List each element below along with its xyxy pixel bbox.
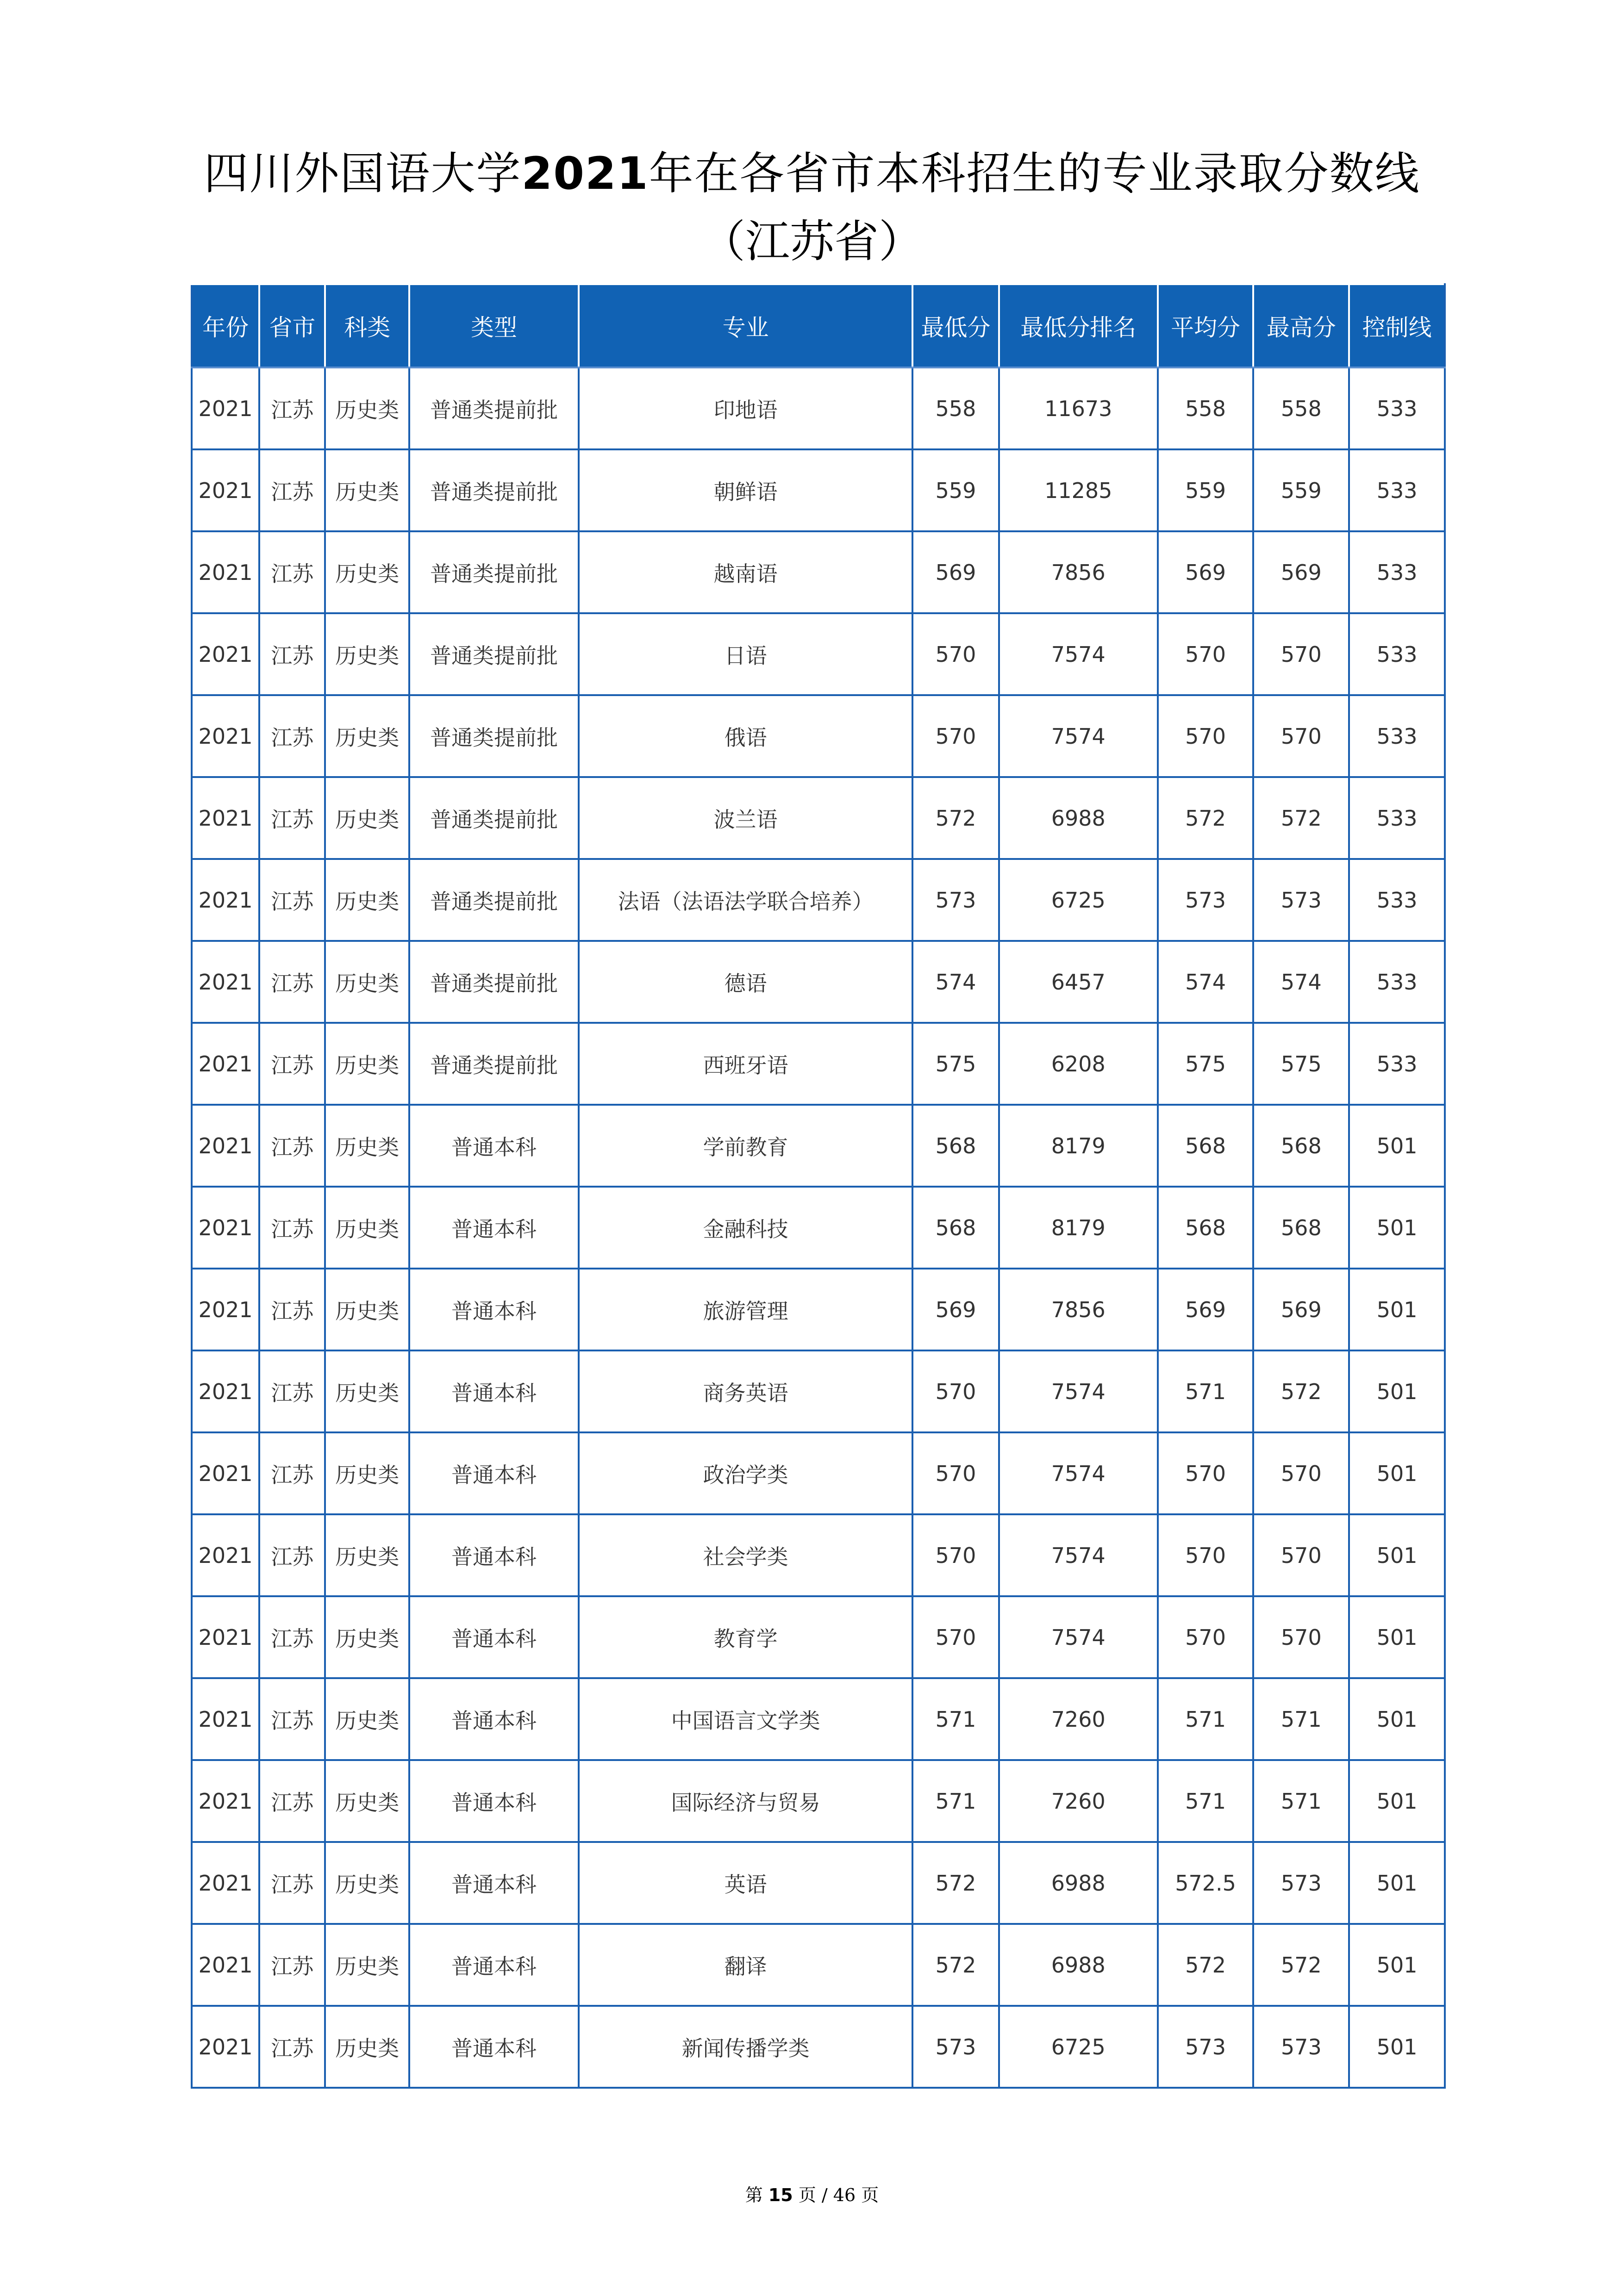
cell-subject: 历史类 [325,1924,409,2006]
table-row [192,2006,1445,2088]
cell-province: 江苏 [259,1760,325,1842]
cell-max-score: 572 [1253,777,1349,859]
cell-control-line: 501 [1349,1678,1445,1760]
column-header-avg-score: 平均分 [1158,284,1254,367]
cell-avg-score: 572 [1158,777,1254,859]
cell-batch-type: 普通本科 [409,1187,579,1269]
table-row [192,1924,1445,2006]
cell-min-score: 568 [912,1105,999,1187]
cell-batch-type: 普通类提前批 [409,859,579,941]
column-header-year: 年份 [192,284,259,367]
cell-avg-score: 558 [1158,367,1254,449]
cell-control-line: 533 [1349,941,1445,1023]
cell-control-line: 533 [1349,777,1445,859]
cell-control-line: 533 [1349,859,1445,941]
cell-control-line: 501 [1349,1760,1445,1842]
cell-control-line: 501 [1349,1924,1445,2006]
table-row [192,449,1445,531]
cell-subject: 历史类 [325,1514,409,1596]
cell-batch-type: 普通类提前批 [409,367,579,449]
table-row [192,859,1445,941]
cell-major: 越南语 [579,531,912,613]
cell-min-rank: 7856 [999,531,1158,613]
cell-major: 国际经济与贸易 [579,1760,912,1842]
cell-province: 江苏 [259,1596,325,1678]
cell-subject: 历史类 [325,1760,409,1842]
cell-min-score: 575 [912,1023,999,1105]
cell-avg-score: 573 [1158,859,1254,941]
cell-year: 2021 [192,449,259,531]
cell-batch-type: 普通本科 [409,1514,579,1596]
table-row [192,1023,1445,1105]
cell-province: 江苏 [259,613,325,695]
cell-min-rank: 8179 [999,1105,1158,1187]
cell-min-score: 559 [912,449,999,531]
cell-subject: 历史类 [325,1269,409,1350]
cell-max-score: 570 [1253,695,1349,777]
cell-control-line: 501 [1349,1350,1445,1432]
cell-min-rank: 7574 [999,1596,1158,1678]
table-row [192,1760,1445,1842]
cell-subject: 历史类 [325,1350,409,1432]
cell-max-score: 571 [1253,1678,1349,1760]
cell-min-score: 571 [912,1678,999,1760]
cell-province: 江苏 [259,1187,325,1269]
table-row [192,1350,1445,1432]
title-prefix: 四川外国语大学 [204,148,522,199]
cell-batch-type: 普通类提前批 [409,449,579,531]
cell-min-rank: 8179 [999,1187,1158,1269]
cell-min-score: 570 [912,1596,999,1678]
cell-control-line: 501 [1349,1596,1445,1678]
cell-major: 德语 [579,941,912,1023]
cell-avg-score: 572 [1158,1924,1254,2006]
cell-control-line: 533 [1349,1023,1445,1105]
cell-avg-score: 574 [1158,941,1254,1023]
cell-major: 西班牙语 [579,1023,912,1105]
cell-min-rank: 6725 [999,2006,1158,2088]
table-row [192,1187,1445,1269]
cell-province: 江苏 [259,1678,325,1760]
cell-year: 2021 [192,1760,259,1842]
cell-avg-score: 569 [1158,1269,1254,1350]
cell-year: 2021 [192,1678,259,1760]
cell-min-rank: 6457 [999,941,1158,1023]
cell-min-rank: 6208 [999,1023,1158,1105]
table-row [192,531,1445,613]
cell-province: 江苏 [259,1269,325,1350]
cell-avg-score: 570 [1158,613,1254,695]
cell-year: 2021 [192,695,259,777]
cell-year: 2021 [192,1432,259,1514]
total-pages: 46 [833,2185,856,2205]
cell-major: 政治学类 [579,1432,912,1514]
cell-year: 2021 [192,1187,259,1269]
table-row [192,1678,1445,1760]
cell-min-score: 570 [912,1432,999,1514]
cell-batch-type: 普通类提前批 [409,777,579,859]
cell-max-score: 570 [1253,1432,1349,1514]
cell-min-rank: 7574 [999,695,1158,777]
cell-avg-score: 572.5 [1158,1842,1254,1924]
cell-province: 江苏 [259,941,325,1023]
table-row [192,695,1445,777]
cell-min-score: 572 [912,1924,999,2006]
cell-max-score: 573 [1253,2006,1349,2088]
cell-min-rank: 7574 [999,1350,1158,1432]
cell-min-score: 573 [912,2006,999,2088]
table-body [192,367,1445,2088]
cell-major: 教育学 [579,1596,912,1678]
cell-batch-type: 普通本科 [409,1350,579,1432]
cell-max-score: 568 [1253,1187,1349,1269]
cell-major: 英语 [579,1842,912,1924]
cell-subject: 历史类 [325,1842,409,1924]
cell-avg-score: 571 [1158,1760,1254,1842]
cell-avg-score: 571 [1158,1678,1254,1760]
cell-min-score: 570 [912,613,999,695]
cell-batch-type: 普通类提前批 [409,531,579,613]
cell-batch-type: 普通本科 [409,1596,579,1678]
cell-province: 江苏 [259,1924,325,2006]
cell-min-rank: 7260 [999,1760,1158,1842]
cell-avg-score: 570 [1158,695,1254,777]
table-row [192,367,1445,449]
table-row [192,1842,1445,1924]
page-title [0,146,1624,201]
cell-min-score: 573 [912,859,999,941]
cell-avg-score: 559 [1158,449,1254,531]
cell-min-rank: 7260 [999,1678,1158,1760]
table-row [192,777,1445,859]
cell-min-rank: 6988 [999,1924,1158,2006]
cell-major: 金融科技 [579,1187,912,1269]
cell-major: 社会学类 [579,1514,912,1596]
cell-province: 江苏 [259,1023,325,1105]
title-year: 2021 [521,148,649,199]
cell-subject: 历史类 [325,695,409,777]
cell-year: 2021 [192,1269,259,1350]
column-header-subject: 科类 [325,284,409,367]
cell-avg-score: 570 [1158,1514,1254,1596]
cell-year: 2021 [192,367,259,449]
cell-province: 江苏 [259,531,325,613]
cell-min-rank: 6725 [999,859,1158,941]
current-page: 15 [768,2185,793,2205]
column-header-min-score: 最低分 [912,284,999,367]
cell-year: 2021 [192,1023,259,1105]
cell-batch-type: 普通本科 [409,1432,579,1514]
cell-major: 新闻传播学类 [579,2006,912,2088]
cell-year: 2021 [192,941,259,1023]
cell-subject: 历史类 [325,2006,409,2088]
cell-min-score: 571 [912,1760,999,1842]
score-table [191,283,1446,2089]
cell-min-rank: 11673 [999,367,1158,449]
table-header-row [192,284,1445,367]
cell-batch-type: 普通本科 [409,1269,579,1350]
cell-control-line: 533 [1349,531,1445,613]
cell-batch-type: 普通本科 [409,2006,579,2088]
cell-province: 江苏 [259,367,325,449]
cell-batch-type: 普通本科 [409,1842,579,1924]
page-prefix: 第 [745,2185,763,2205]
table-row [192,613,1445,695]
cell-min-score: 570 [912,695,999,777]
cell-batch-type: 普通本科 [409,1924,579,2006]
cell-batch-type: 普通类提前批 [409,613,579,695]
cell-avg-score: 568 [1158,1187,1254,1269]
cell-subject: 历史类 [325,941,409,1023]
cell-control-line: 501 [1349,1432,1445,1514]
cell-subject: 历史类 [325,1105,409,1187]
cell-max-score: 575 [1253,1023,1349,1105]
cell-control-line: 533 [1349,367,1445,449]
cell-subject: 历史类 [325,1596,409,1678]
cell-year: 2021 [192,1350,259,1432]
cell-avg-score: 571 [1158,1350,1254,1432]
page-footer [0,2181,1624,2206]
cell-min-score: 568 [912,1187,999,1269]
cell-control-line: 533 [1349,613,1445,695]
cell-year: 2021 [192,2006,259,2088]
column-header-batch-type: 类型 [409,284,579,367]
cell-control-line: 501 [1349,2006,1445,2088]
cell-min-score: 569 [912,1269,999,1350]
column-header-min-rank: 最低分排名 [999,284,1158,367]
cell-province: 江苏 [259,2006,325,2088]
cell-batch-type: 普通本科 [409,1760,579,1842]
cell-control-line: 533 [1349,695,1445,777]
cell-subject: 历史类 [325,777,409,859]
cell-max-score: 568 [1253,1105,1349,1187]
page-mid: 页 / [798,2185,828,2205]
cell-avg-score: 568 [1158,1105,1254,1187]
cell-min-rank: 7574 [999,1432,1158,1514]
cell-control-line: 501 [1349,1105,1445,1187]
cell-batch-type: 普通本科 [409,1678,579,1760]
cell-province: 江苏 [259,1842,325,1924]
cell-subject: 历史类 [325,859,409,941]
cell-year: 2021 [192,859,259,941]
cell-min-rank: 6988 [999,1842,1158,1924]
cell-province: 江苏 [259,695,325,777]
table-row [192,1105,1445,1187]
cell-year: 2021 [192,1842,259,1924]
cell-min-score: 570 [912,1514,999,1596]
cell-control-line: 501 [1349,1514,1445,1596]
cell-major: 法语（法语法学联合培养） [579,859,912,941]
cell-province: 江苏 [259,859,325,941]
cell-subject: 历史类 [325,531,409,613]
page-suffix: 页 [861,2185,879,2205]
cell-max-score: 573 [1253,1842,1349,1924]
cell-year: 2021 [192,1514,259,1596]
cell-max-score: 572 [1253,1350,1349,1432]
cell-avg-score: 569 [1158,531,1254,613]
cell-major: 波兰语 [579,777,912,859]
cell-min-score: 574 [912,941,999,1023]
cell-year: 2021 [192,1924,259,2006]
cell-control-line: 501 [1349,1842,1445,1924]
cell-min-score: 572 [912,1842,999,1924]
cell-subject: 历史类 [325,1678,409,1760]
cell-province: 江苏 [259,777,325,859]
cell-major: 朝鲜语 [579,449,912,531]
cell-max-score: 569 [1253,531,1349,613]
cell-min-score: 572 [912,777,999,859]
cell-avg-score: 570 [1158,1596,1254,1678]
cell-year: 2021 [192,1596,259,1678]
cell-min-rank: 6988 [999,777,1158,859]
cell-max-score: 559 [1253,449,1349,531]
cell-avg-score: 570 [1158,1432,1254,1514]
table-row [192,1269,1445,1350]
page-subtitle: （江苏省） [701,216,923,268]
cell-control-line: 533 [1349,449,1445,531]
cell-major: 商务英语 [579,1350,912,1432]
cell-year: 2021 [192,531,259,613]
cell-min-rank: 7574 [999,1514,1158,1596]
cell-max-score: 570 [1253,613,1349,695]
cell-max-score: 573 [1253,859,1349,941]
cell-avg-score: 573 [1158,2006,1254,2088]
column-header-province: 省市 [259,284,325,367]
cell-max-score: 569 [1253,1269,1349,1350]
cell-min-score: 570 [912,1350,999,1432]
cell-min-score: 558 [912,367,999,449]
cell-province: 江苏 [259,1105,325,1187]
cell-max-score: 572 [1253,1924,1349,2006]
cell-min-rank: 7856 [999,1269,1158,1350]
title-suffix: 年在各省市本科招生的专业录取分数线 [649,148,1420,199]
cell-province: 江苏 [259,1432,325,1514]
cell-major: 俄语 [579,695,912,777]
cell-province: 江苏 [259,1350,325,1432]
cell-year: 2021 [192,613,259,695]
cell-max-score: 570 [1253,1596,1349,1678]
cell-major: 旅游管理 [579,1269,912,1350]
cell-major: 学前教育 [579,1105,912,1187]
cell-major: 中国语言文学类 [579,1678,912,1760]
cell-max-score: 570 [1253,1514,1349,1596]
cell-batch-type: 普通类提前批 [409,695,579,777]
cell-control-line: 501 [1349,1269,1445,1350]
cell-max-score: 558 [1253,367,1349,449]
cell-year: 2021 [192,1105,259,1187]
cell-avg-score: 575 [1158,1023,1254,1105]
cell-major: 日语 [579,613,912,695]
cell-subject: 历史类 [325,613,409,695]
cell-major: 翻译 [579,1924,912,2006]
table-row [192,941,1445,1023]
cell-min-rank: 7574 [999,613,1158,695]
cell-province: 江苏 [259,449,325,531]
cell-batch-type: 普通类提前批 [409,941,579,1023]
cell-batch-type: 普通本科 [409,1105,579,1187]
column-header-major: 专业 [579,284,912,367]
table-row [192,1432,1445,1514]
cell-subject: 历史类 [325,1023,409,1105]
cell-control-line: 501 [1349,1187,1445,1269]
cell-province: 江苏 [259,1514,325,1596]
cell-batch-type: 普通类提前批 [409,1023,579,1105]
cell-subject: 历史类 [325,367,409,449]
cell-year: 2021 [192,777,259,859]
cell-subject: 历史类 [325,1432,409,1514]
table-row [192,1596,1445,1678]
table-row [192,1514,1445,1596]
cell-max-score: 571 [1253,1760,1349,1842]
cell-major: 印地语 [579,367,912,449]
column-header-control-line: 控制线 [1349,284,1445,367]
cell-min-rank: 11285 [999,449,1158,531]
cell-subject: 历史类 [325,1187,409,1269]
cell-subject: 历史类 [325,449,409,531]
cell-max-score: 574 [1253,941,1349,1023]
column-header-max-score: 最高分 [1253,284,1349,367]
cell-min-score: 569 [912,531,999,613]
